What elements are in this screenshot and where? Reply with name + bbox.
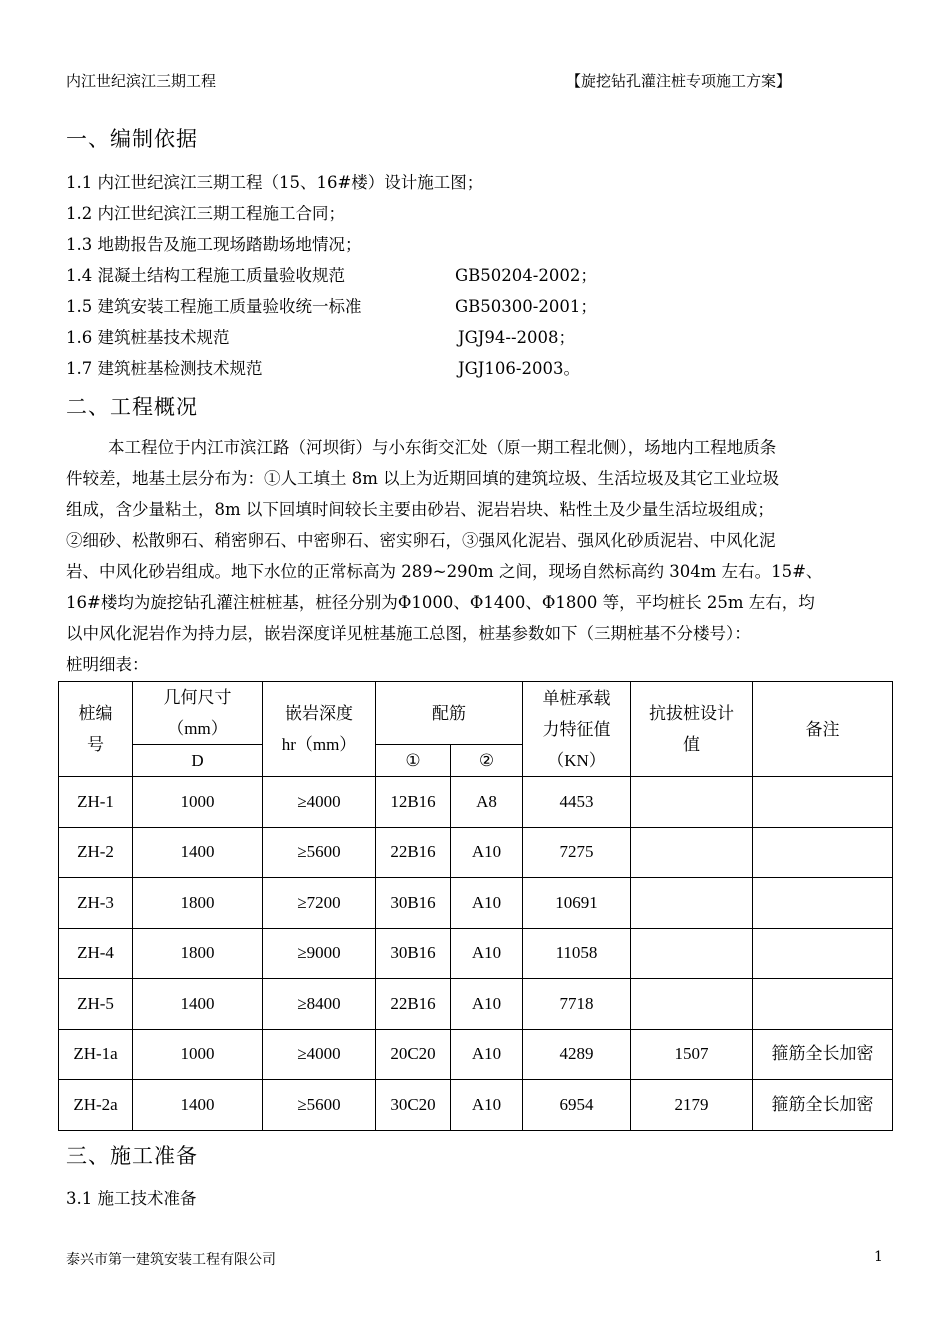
header-project: 内江世纪滨江三期工程 — [66, 72, 217, 90]
cell-diameter: 1000 — [133, 1029, 263, 1080]
cell-note — [753, 979, 893, 1030]
cell-rebar-2: A10 — [451, 979, 523, 1030]
cell-capacity: 6954 — [523, 1080, 631, 1131]
cell-rebar-1: 30B16 — [376, 928, 451, 979]
section-3-1-heading: 3.1 施工技术准备 — [66, 1189, 197, 1208]
cell-diameter: 1400 — [133, 1080, 263, 1131]
header-rebar: 配筋 — [376, 682, 523, 745]
cell-note — [753, 777, 893, 828]
cell-uplift — [631, 979, 753, 1030]
cell-depth: ≥5600 — [263, 1080, 376, 1131]
cell-uplift — [631, 827, 753, 878]
table-row — [59, 777, 893, 828]
cell-rebar-2: A10 — [451, 827, 523, 878]
header-doc-title: 【旋挖钻孔灌注桩专项施工方案】 — [566, 72, 792, 90]
cell-diameter: 1400 — [133, 827, 263, 878]
header-rebar-1: ① — [376, 745, 451, 777]
table-caption: 桩明细表： — [66, 655, 149, 674]
header-depth: 嵌岩深度 hr（mm） — [263, 682, 376, 777]
paragraph-line: 组成，含少量粘土，8m 以下回填时间较长主要由砂岩、泥岩岩块、粘性土及少量生活垃圾组成； — [66, 500, 774, 519]
pile-table — [58, 681, 893, 1131]
cell-depth: ≥9000 — [263, 928, 376, 979]
list-item: 1.1 内江世纪滨江三期工程（15、16#楼）设计施工图； — [66, 173, 484, 192]
cell-id: ZH-2a — [59, 1080, 133, 1131]
list-item: 1.2 内江世纪滨江三期工程施工合同； — [66, 204, 345, 223]
list-item: 1.7 建筑桩基检测技术规范 — [66, 359, 263, 378]
table-row — [59, 928, 893, 979]
paragraph-line: ②细砂、松散卵石、稍密卵石、中密卵石、密实卵石，③强风化泥岩、强风化砂质泥岩、中风化泥 — [66, 531, 776, 550]
cell-uplift: 2179 — [631, 1080, 753, 1131]
list-item: 1.5 建筑安装工程施工质量验收统一标准 — [66, 297, 362, 316]
header-rebar-2: ② — [451, 745, 523, 777]
cell-capacity: 4289 — [523, 1029, 631, 1080]
cell-id: ZH-2 — [59, 827, 133, 878]
table-row — [59, 1080, 893, 1131]
cell-diameter: 1400 — [133, 979, 263, 1030]
cell-diameter: 1800 — [133, 878, 263, 929]
page-number: 1 — [874, 1249, 883, 1265]
table-row — [59, 827, 893, 878]
cell-depth: ≥4000 — [263, 777, 376, 828]
paragraph-line: 本工程位于内江市滨江路（河坝街）与小东街交汇处（原一期工程北侧），场地内工程地质条 — [108, 438, 777, 457]
paragraph-line: 件较差，地基土层分布为：①人工填土 8m 以上为近期回填的建筑垃圾、生活垃圾及其它工业垃圾 — [66, 469, 780, 488]
cell-id: ZH-1 — [59, 777, 133, 828]
cell-diameter: 1800 — [133, 928, 263, 979]
cell-id: ZH-3 — [59, 878, 133, 929]
cell-capacity: 11058 — [523, 928, 631, 979]
cell-capacity: 10691 — [523, 878, 631, 929]
cell-note: 箍筋全长加密 — [753, 1029, 893, 1080]
cell-rebar-1: 22B16 — [376, 979, 451, 1030]
header-capacity: 单桩承载 力特征值 （KN） — [523, 682, 631, 777]
cell-rebar-1: 20C20 — [376, 1029, 451, 1080]
paragraph-line: 16#楼均为旋挖钻孔灌注桩桩基，桩径分别为Φ1000、Φ1400、Φ1800 等，平均桩长 25m 左右，均 — [66, 593, 815, 612]
paragraph-line: 岩、中风化砂岩组成。地下水位的正常标高为 289~290m 之间，现场自然标高约 304m 左右。15#、 — [66, 562, 823, 581]
cell-note — [753, 928, 893, 979]
standard-code: JGJ106-2003。 — [458, 359, 580, 378]
cell-depth: ≥5600 — [263, 827, 376, 878]
table-row — [59, 1029, 893, 1080]
cell-note — [753, 827, 893, 878]
cell-capacity: 7718 — [523, 979, 631, 1030]
cell-uplift — [631, 777, 753, 828]
cell-rebar-1: 22B16 — [376, 827, 451, 878]
cell-depth: ≥7200 — [263, 878, 376, 929]
cell-rebar-2: A10 — [451, 1080, 523, 1131]
cell-rebar-1: 12B16 — [376, 777, 451, 828]
footer-company: 泰兴市第一建筑安装工程有限公司 — [66, 1252, 276, 1268]
cell-id: ZH-1a — [59, 1029, 133, 1080]
header-size: 几何尺寸 （mm） — [133, 682, 263, 745]
cell-depth: ≥4000 — [263, 1029, 376, 1080]
cell-capacity: 7275 — [523, 827, 631, 878]
standard-code: GB50300-2001； — [455, 297, 597, 316]
standard-code: JGJ94--2008； — [458, 328, 576, 347]
cell-id: ZH-5 — [59, 979, 133, 1030]
list-item: 1.6 建筑桩基技术规范 — [66, 328, 230, 347]
table-row — [59, 979, 893, 1030]
cell-uplift — [631, 878, 753, 929]
section-3-title: 三、施工准备 — [66, 1144, 198, 1168]
header-size-d: D — [133, 745, 263, 777]
section-2-title: 二、工程概况 — [66, 395, 198, 419]
cell-rebar-2: A10 — [451, 928, 523, 979]
table-row — [59, 878, 893, 929]
cell-rebar-2: A10 — [451, 878, 523, 929]
cell-uplift — [631, 928, 753, 979]
list-item: 1.3 地勘报告及施工现场踏勘场地情况； — [66, 235, 362, 254]
header-uplift: 抗拔桩设计 值 — [631, 682, 753, 777]
paragraph-line: 以中风化泥岩作为持力层，嵌岩深度详见桩基施工总图，桩基参数如下（三期桩基不分楼号）： — [66, 624, 751, 643]
section-1-title: 一、编制依据 — [66, 127, 198, 151]
header-pile-id: 桩编 号 — [59, 682, 133, 777]
cell-rebar-1: 30C20 — [376, 1080, 451, 1131]
cell-note: 箍筋全长加密 — [753, 1080, 893, 1131]
cell-rebar-1: 30B16 — [376, 878, 451, 929]
cell-rebar-2: A10 — [451, 1029, 523, 1080]
header-note: 备注 — [753, 682, 893, 777]
cell-rebar-2: A8 — [451, 777, 523, 828]
cell-note — [753, 878, 893, 929]
standard-code: GB50204-2002； — [455, 266, 597, 285]
cell-depth: ≥8400 — [263, 979, 376, 1030]
cell-capacity: 4453 — [523, 777, 631, 828]
cell-diameter: 1000 — [133, 777, 263, 828]
list-item: 1.4 混凝土结构工程施工质量验收规范 — [66, 266, 345, 285]
cell-uplift: 1507 — [631, 1029, 753, 1080]
cell-id: ZH-4 — [59, 928, 133, 979]
